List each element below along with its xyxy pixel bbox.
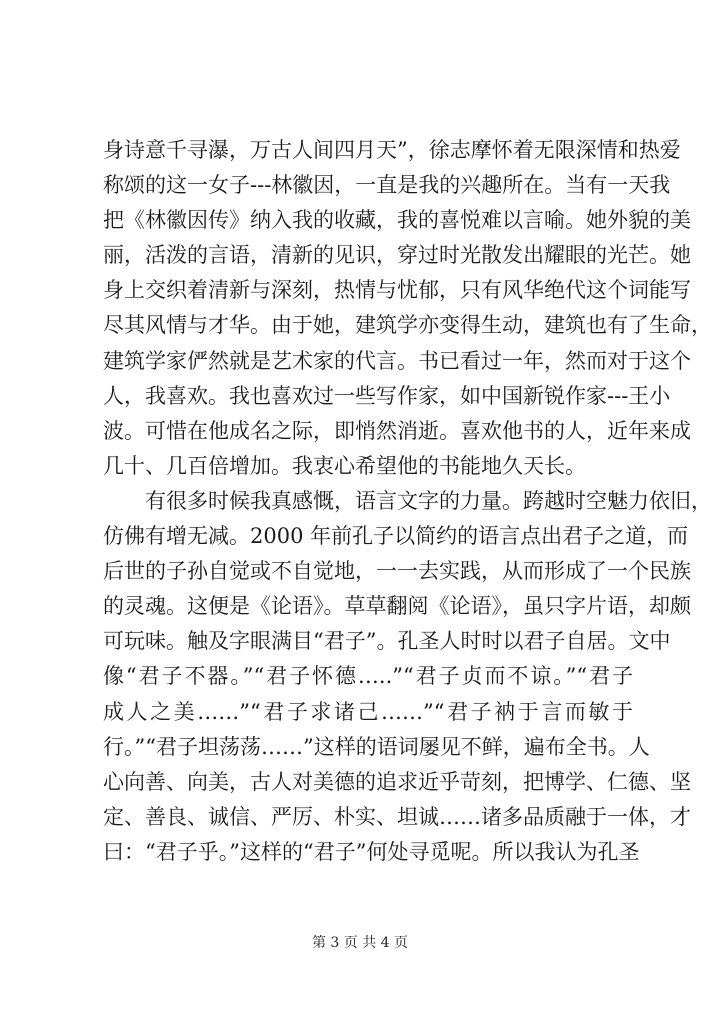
text-line: 称颂的这一女子---林徽因，一直是我的兴趣所在。当有一天我 (103, 173, 671, 198)
text-line: 行。”“君子坦荡荡……”这样的语词屡见不鲜，遍布全书。人 (103, 734, 650, 759)
text-line: 仿佛有增无减。2000 年前孔子以简约的语言点出君子之道，而 (103, 524, 689, 549)
text-line: 的灵魂。这便是《论语》。草草翻阅《论语》，虽只字片语，却颇 (103, 594, 691, 619)
text-line: 像“君子不器。”“君子怀德…..”“君子贞而不谅。”“君子 (103, 664, 633, 689)
page-footer (0, 932, 720, 952)
text-line: 后世的子孙自觉或不自觉地，一一去实践，从而形成了一个民族 (103, 559, 691, 584)
text-line: 建筑学家俨然就是艺术家的代言。书已看过一年，然而对于这个 (103, 348, 691, 373)
text-line: 尽其风情与才华。由于她，建筑学亦变得生动，建筑也有了生命， (103, 313, 712, 338)
text-line: 身诗意千寻瀑，万古人间四月天”，徐志摩怀着无限深情和热爱 (103, 138, 681, 162)
text-line: 心向善、向美，古人对美德的追求近乎苛刻，把博学、仁德、坚 (103, 769, 691, 794)
text-line: 丽，活泼的言语，清新的见识，穿过时光散发出耀眼的光芒。她 (103, 243, 691, 268)
text-line: 可玩味。触及字眼满目“君子”。孔圣人时时以君子自居。文中 (103, 629, 671, 654)
body-text (103, 133, 712, 870)
text-line: 波。可惜在他成名之际，即悄然消逝。喜欢他书的人，近年来成 (103, 418, 691, 443)
text-line: 定、善良、诚信、严厉、朴实、坦诚……诸多品质融于一体，才 (103, 804, 691, 829)
text-line: 几十、几百倍增加。我衷心希望他的书能地久天长。 (103, 453, 586, 478)
text-line: 把《林徽因传》纳入我的收藏，我的喜悦难以言喻。她外貌的美 (103, 208, 691, 233)
text-line: 有很多时候我真感慨，语言文字的力量。跨越时空魅力依旧， (103, 488, 712, 513)
text-line: 人，我喜欢。我也喜欢过一些写作家，如中国新锐作家---王小 (103, 383, 671, 408)
text-line: 成人之美……”“君子求诸己……”“君子衲于言而敏于 (103, 699, 633, 724)
text-line: 曰：“君子乎。”这样的“君子”何处寻觅呢。所以我认为孔圣 (103, 839, 640, 864)
text-line: 身上交织着清新与深刻，热情与忧郁，只有风华绝代这个词能写 (103, 278, 691, 303)
page-number: 第 3 页 共 4 页 (311, 935, 409, 951)
